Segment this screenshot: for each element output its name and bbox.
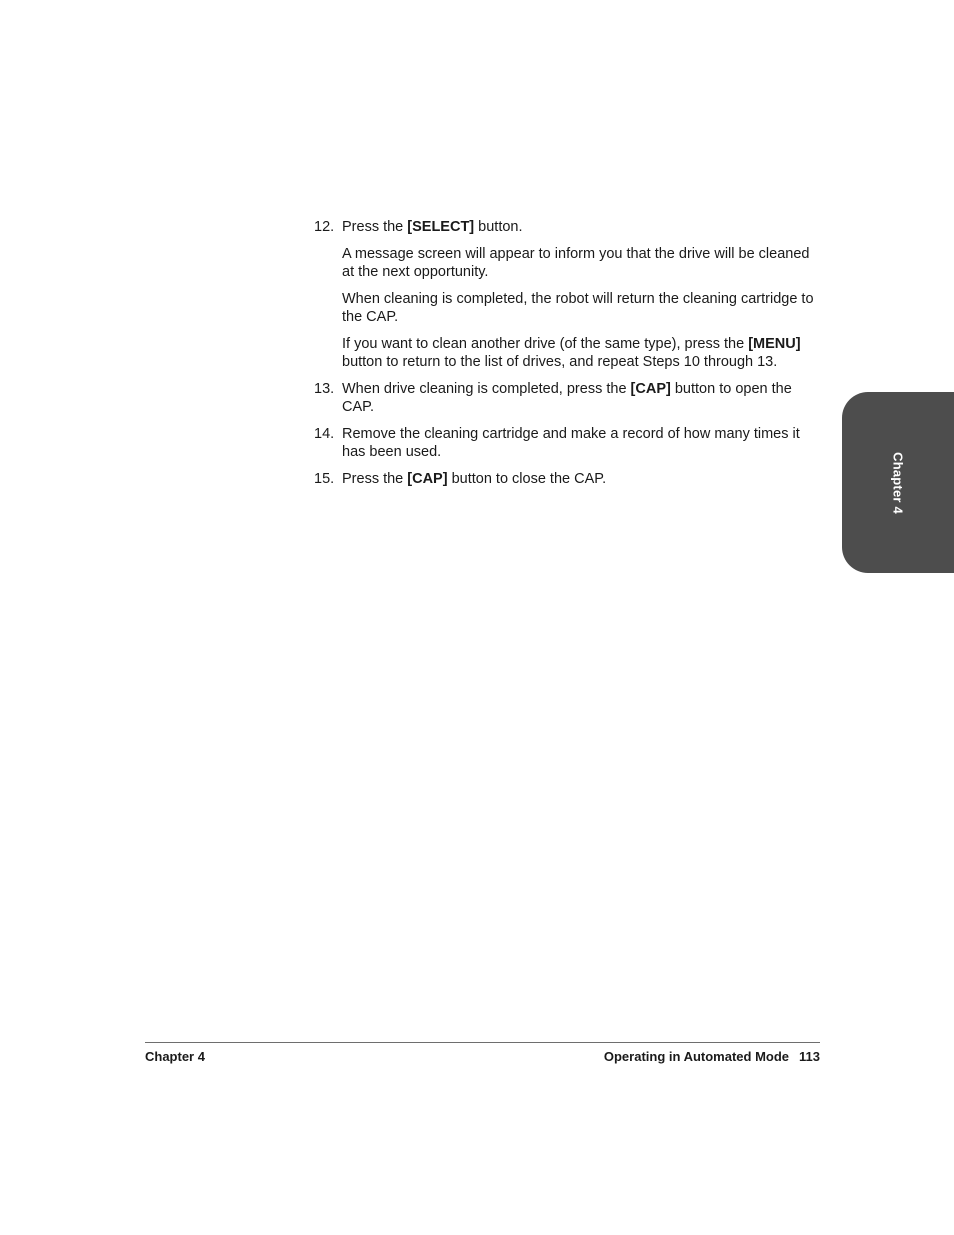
footer-section [604,1049,820,1064]
step-note: When cleaning is completed, the robot will return the cleaning cartridge to the CAP. [342,290,814,325]
step-14 [314,425,820,462]
step-instruction: When drive cleaning is completed, press the [CAP] button to open the CAP. [342,380,792,415]
footer-divider [145,1042,820,1043]
step-instruction: Press the [CAP] button to close the CAP. [342,470,607,487]
menu-key-label: [MENU] [748,335,801,352]
select-key-label: [SELECT] [407,219,475,235]
step-note: If you want to clean another drive (of the same type), press the [MENU] button to return to the list of drives, and repeat Steps 10 through 13. [342,335,801,370]
step-instruction: Remove the cleaning cartridge and make a record of how many times it has been used. [342,425,800,460]
chapter-tab-label: Chapter 4 [890,451,906,514]
step-number: 14. [314,425,335,442]
cap-key-label: [CAP] [407,470,448,487]
step-number: 13. [314,380,335,397]
step-instruction: Press the [SELECT] button. [342,219,523,235]
step-15 [314,470,820,489]
cap-key-label: [CAP] [630,380,671,397]
step-12 [314,218,820,372]
instruction-steps [314,218,820,496]
chapter-tab [842,392,954,573]
step-number: 12. [314,219,335,235]
page-number: 113 [799,1049,820,1064]
step-13 [314,380,820,417]
step-number: 15. [314,470,335,487]
footer-section-title: Operating in Automated Mode [603,1049,790,1064]
step-note: A message screen will appear to inform you that the drive will be cleaned at the next opportunity. [342,245,810,280]
footer-chapter: Chapter 4 [145,1049,205,1064]
